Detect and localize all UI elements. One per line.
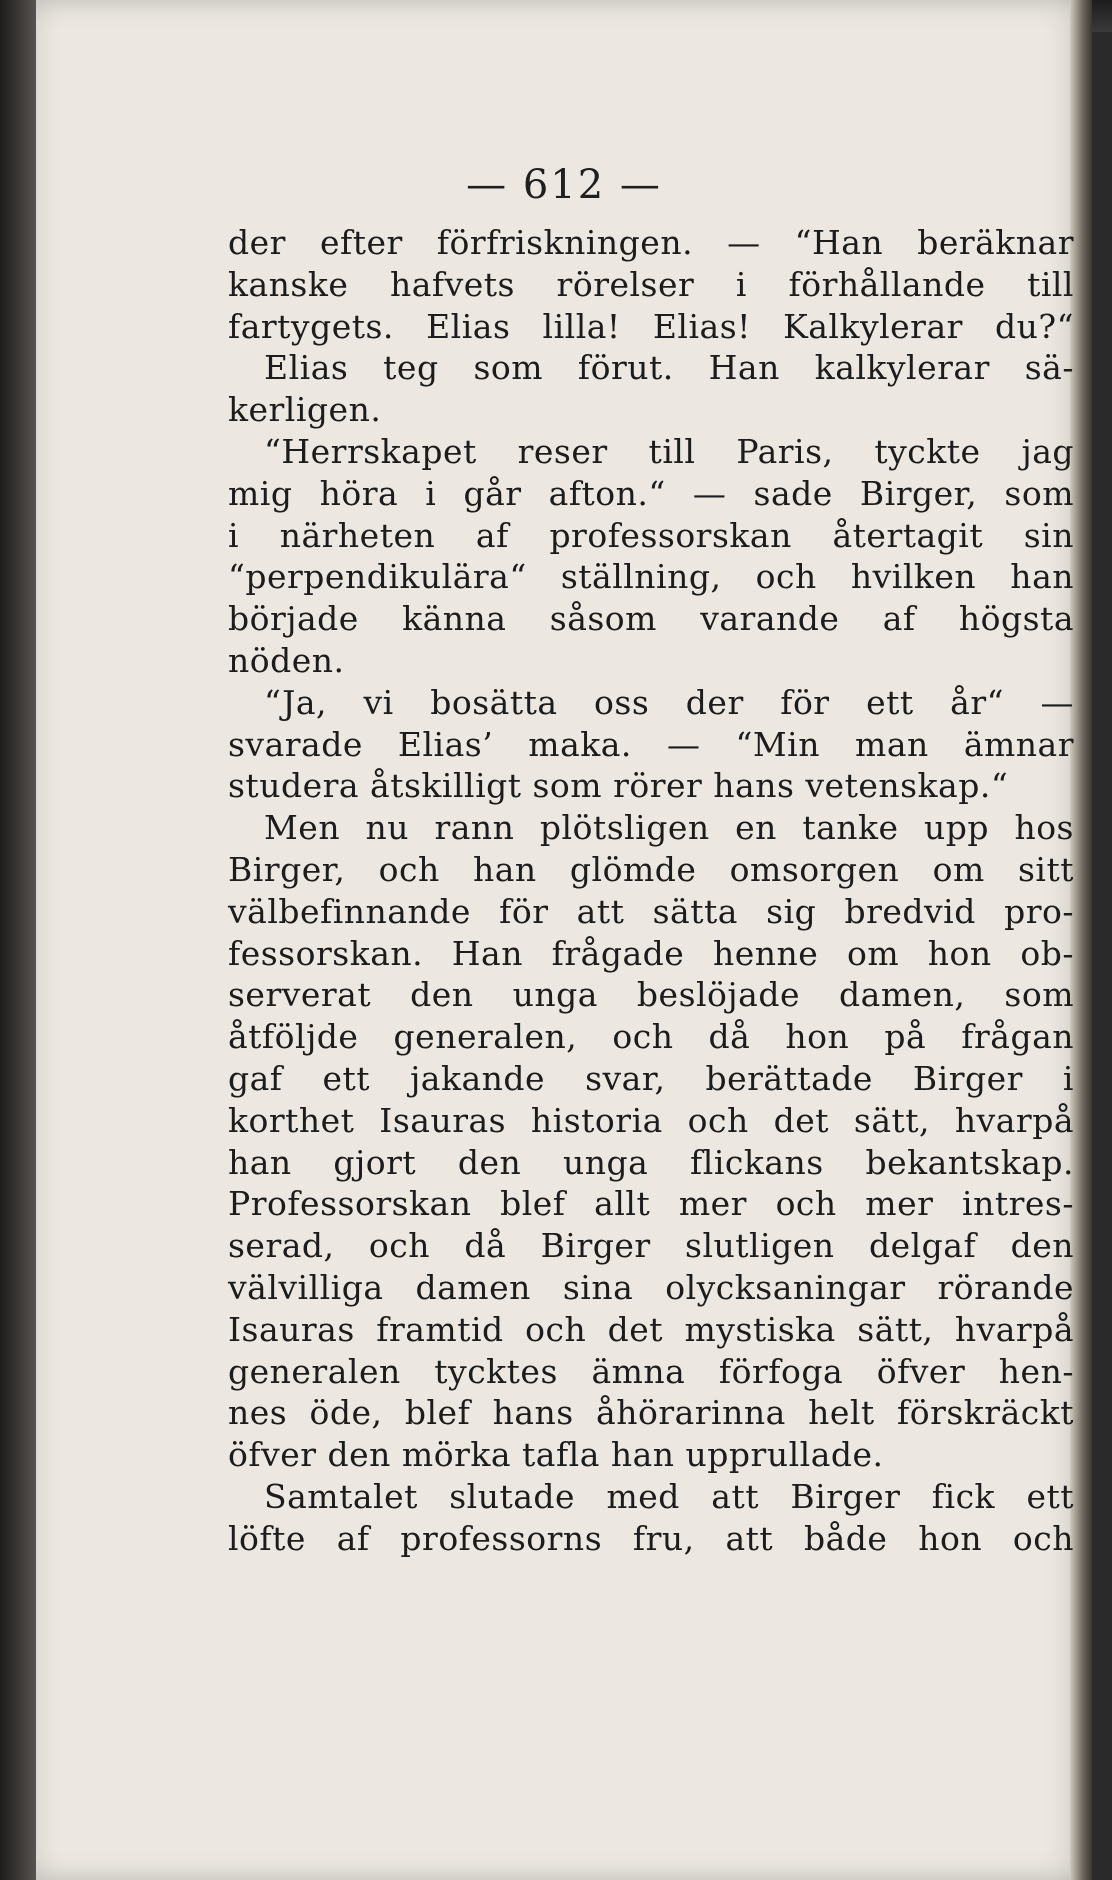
text-line: kanske hafvets rörelser i förhållande till xyxy=(228,264,1074,304)
text-line: korthet Isauras historia och det sätt, hvarpå xyxy=(228,1100,1074,1140)
text-line: Professorskan blef allt mer och mer intres- xyxy=(228,1184,1074,1224)
text-line: serverat den unga beslöjade damen, som xyxy=(228,975,1074,1015)
text-line: välvilliga damen sina olycksaningar rörande xyxy=(228,1267,1074,1307)
text-line: fessorskan. Han frågade henne om hon ob- xyxy=(228,933,1074,973)
text-line: nöden. xyxy=(228,640,345,680)
text-line: Birger, och han glömde omsorgen om sitt xyxy=(228,849,1074,889)
text-line: välbefinnande för att sätta sig bredvid pro- xyxy=(228,891,1074,931)
text-line: nes öde, blef hans åhörarinna helt förskräckt xyxy=(228,1393,1074,1433)
text-line: fartygets. Elias lilla! Elias! Kalkylerar du?“ xyxy=(228,306,1074,346)
page-number: — 612 — xyxy=(466,162,662,208)
text-line: öfver den mörka tafla han upprullade. xyxy=(228,1435,884,1475)
text-line: der efter förfriskningen. — “Han beräknar xyxy=(228,223,1074,262)
text-line: han gjort den unga flickans bekantskap. xyxy=(228,1142,1074,1182)
text-line: svarade Elias’ maka. — “Min man ämnar xyxy=(228,724,1074,764)
text-line: gaf ett jakande svar, berättade Birger i xyxy=(228,1058,1074,1098)
text-line: Elias teg som förut. Han kalkylerar sä- xyxy=(264,348,1074,388)
text-line: “Herrskapet reser till Paris, tyckte jag xyxy=(264,431,1074,471)
text-line: Samtalet slutade med att Birger fick ett xyxy=(264,1476,1074,1516)
text-line: åtföljde generalen, och då hon på frågan xyxy=(228,1017,1074,1057)
text-line: i närheten af professorskan återtagit sin xyxy=(228,515,1074,555)
text-line: “perpendikulära“ ställning, och hvilken han xyxy=(228,557,1074,597)
text-line: studera åtskilligt som rörer hans vetenskap.“ xyxy=(228,766,1009,806)
body-text xyxy=(228,222,1074,1560)
text-line: Isauras framtid och det mystiska sätt, hvarpå xyxy=(228,1309,1074,1349)
text-line: “Ja, vi bosätta oss der för ett år“ — xyxy=(264,682,1074,722)
text-line: generalen tycktes ämna förfoga öfver hen- xyxy=(228,1351,1074,1391)
text-line: kerligen. xyxy=(228,390,382,430)
text-line: serad, och då Birger slutligen delgaf den xyxy=(228,1226,1074,1266)
text-line: löfte af professorns fru, att både hon och xyxy=(228,1518,1074,1558)
text-line: mig höra i går afton.“ — sade Birger, som xyxy=(228,473,1074,513)
text-line: började känna såsom varande af högsta xyxy=(228,599,1074,639)
scan-left-border xyxy=(0,0,36,1880)
text-line: Men nu rann plötsligen en tanke upp hos xyxy=(264,808,1074,848)
